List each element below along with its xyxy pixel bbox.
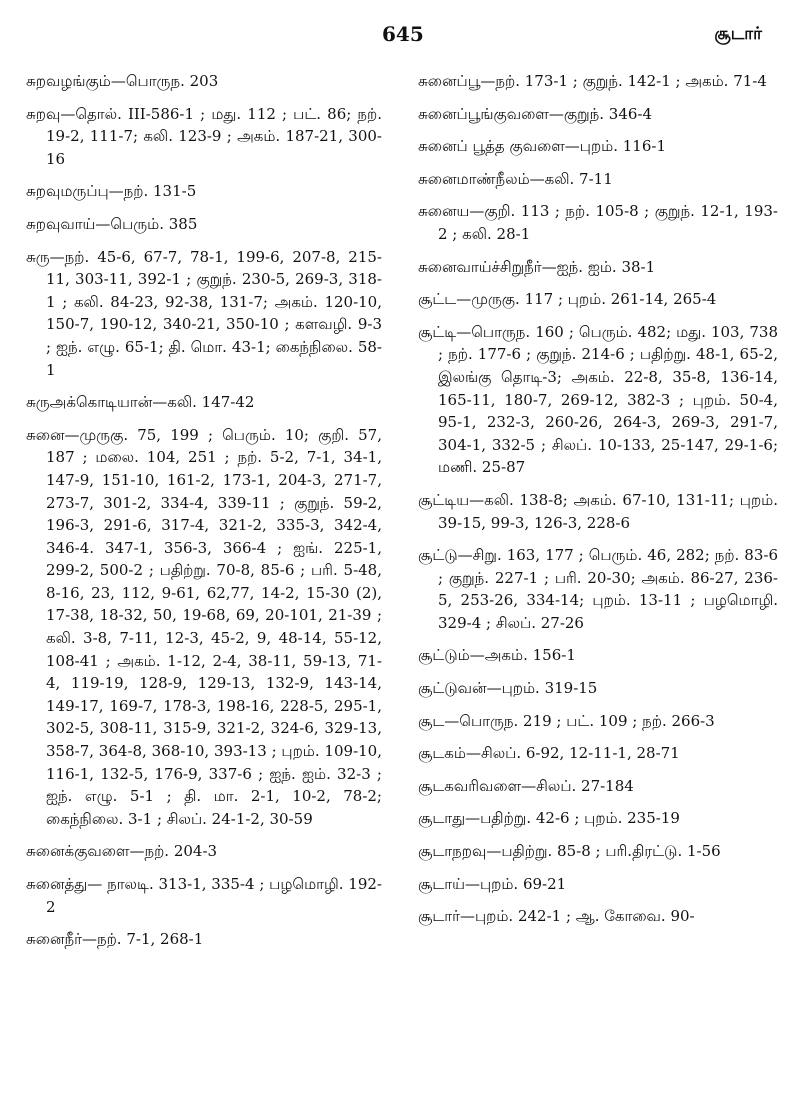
index-entry: சூட—பொருந. 219 ; பட். 109 ; நற். 266-3 xyxy=(418,711,715,730)
index-entry: சுனைத்து— நாலடி. 313-1, 335-4 ; பழமொழி. 192-2 xyxy=(26,875,382,916)
index-entry: சுனைய—குறி. 113 ; நற். 105-8 ; குறுந். 12-1, 193-2 ; கலி. 28-1 xyxy=(418,202,778,243)
index-entry: சூட்ட—முருகு. 117 ; புறம். 261-14, 265-4 xyxy=(418,290,717,309)
running-head: சூடார் xyxy=(714,24,762,44)
right-column xyxy=(418,70,778,938)
index-entry: சூட்டு—சிறு. 163, 177 ; பெரும். 46, 282; நற். 83-6 ; குறுந். 227-1 ; பரி. 20-30; அகம். 86-27, 236-5, 253-26, 334-14; புறம். 13-11 ; பழமொழி. 329-4 ; சிலப். 27-26 xyxy=(418,546,778,632)
index-entry: சுனைப்பூ—நற். 173-1 ; குறுந். 142-1 ; அகம். 71-4 xyxy=(418,72,767,90)
index-entry: சுனைவாய்ச்சிறுநீர்—ஐந். ஐம். 38-1 xyxy=(418,257,656,276)
index-entry: சுருஅக்கொடியான்—கலி. 147-42 xyxy=(26,393,255,412)
index-entry: சூடாது—பதிற்று. 42-6 ; புறம். 235-19 xyxy=(418,809,680,828)
index-entry: சூடார்—புறம். 242-1 ; ஆ. கோவை. 90- xyxy=(418,907,695,926)
index-entry: சூட்டுவன்—புறம். 319-15 xyxy=(418,679,598,698)
index-entry: சுறவுவாய்—பெரும். 385 xyxy=(26,214,198,233)
index-entry: சுனைமாண்நீலம்—கலி. 7-11 xyxy=(418,169,613,188)
index-entry: சூட்டும்—அகம். 156-1 xyxy=(418,646,576,665)
index-entry: சுரு—நற். 45-6, 67-7, 78-1, 199-6, 207-8, 215-11, 303-11, 392-1 ; குறுந். 230-5, 269-3, 318-1 ; கலி. 84-23, 92-38, 131-7; அகம். 120-10, 150-7, 190-12, 340-21, 350-10 ; களவழி. 9-3 ; ஐந். எழு. 65-1; தி. மொ. 43-1; கைந்நிலை. 58-1 xyxy=(26,247,382,379)
index-entry: சூடாய்—புறம். 69-21 xyxy=(418,874,567,893)
index-entry: சுனைப்பூங்குவளை—குறுந். 346-4 xyxy=(418,104,653,123)
index-entry: சூடகவரிவளை—சிலப். 27-184 xyxy=(418,776,634,795)
index-entry: சூட்டிய—கலி. 138-8; அகம். 67-10, 131-11; புறம். 39-15, 99-3, 126-3, 228-6 xyxy=(418,490,778,532)
index-entry: சுனைக்குவளை—நற். 204-3 xyxy=(26,842,218,861)
index-entry: சூடாநறவு—பதிற்று. 85-8 ; பரி.திரட்டு. 1-56 xyxy=(418,842,721,861)
index-entry: சுனைநீர்—நற். 7-1, 268-1 xyxy=(26,930,204,949)
index-entry: சுனைப் பூத்த குவளை—புறம். 116-1 xyxy=(418,137,666,156)
index-entry: சூட்டி—பொருந. 160 ; பெரும். 482; மது. 103, 738 ; நற். 177-6 ; குறுந். 214-6 ; பதிற்று. 48-1, 65-2, இலங்கு தொடி-3; அகம். 22-8, 35-8, 136-14, 165-11, 180-7, 269-12, 382-3 ; புறம். 50-4, 95-1, 232-3, 260-26, 264-3, 269-3, 291-7, 304-1, 332-5 ; சிலப். 10-133, 25-147, 29-1-6; மணி. 25-87 xyxy=(418,322,778,477)
index-entry: சுறவழங்கும்—பொருந. 203 xyxy=(26,72,219,90)
index-entry: சுனை—முருகு. 75, 199 ; பெரும். 10; குறி. 57, 187 ; மலை. 104, 251 ; நற். 5-2, 7-1, 34-1, 147-9, 151-10, 161-2, 173-1, 204-3, 271-7, 273-7, 301-2, 334-4, 339-11 ; குறுந். 59-2, 196-3, 291-6, 317-4, 321-2, 335-3, 342-4, 346-4. 347-1, 356-3, 366-4 ; ஐங். 225-1, 299-2, 500-2 ; பதிற்று. 70-8, 85-6 ; பரி. 5-48, 8-16, 23, 112, 9-61, 62,77, 14-2, 15-30 (2), 17-38, 18-32, 50, 19-68, 69, 20-101, 21-39 ; கலி. 3-8, 7-11, 12-3, 45-2, 9, 48-14, 55-12, 108-41 ; அகம். 1-12, 2-4, 38-11, 59-13, 71-4, 119-19, 128-9, 129-13, 132-9, 143-14, 149-17, 169-7, 178-3, 198-16, 228-5, 295-1, 302-5, 308-11, 315-9, 321-2, 324-6, 329-13, 358-7, 364-8, 368-10, 393-13 ; புறம். 109-10, 116-1, 132-5, 176-9, 337-6 ; ஐந். ஐம். 32-3 ; ஐந். எழு. 5-1 ; தி. மா. 2-1, 10-2, 78-2; கைந்நிலை. 3-1 ; சிலப். 24-1-2, 30-59 xyxy=(26,425,382,828)
index-entry: சுறவுமருப்பு—நற். 131-5 xyxy=(26,182,197,201)
index-entry: சுறவு—தொல். III-586-1 ; மது. 112 ; பட். 86; நற். 19-2, 111-7; கலி. 123-9 ; அகம். 187-21, 300-16 xyxy=(26,104,382,168)
page-number: 645 xyxy=(382,22,424,46)
left-column xyxy=(26,70,382,961)
page-header xyxy=(0,18,800,54)
index-entry: சூடகம்—சிலப். 6-92, 12-11-1, 28-71 xyxy=(418,744,680,763)
